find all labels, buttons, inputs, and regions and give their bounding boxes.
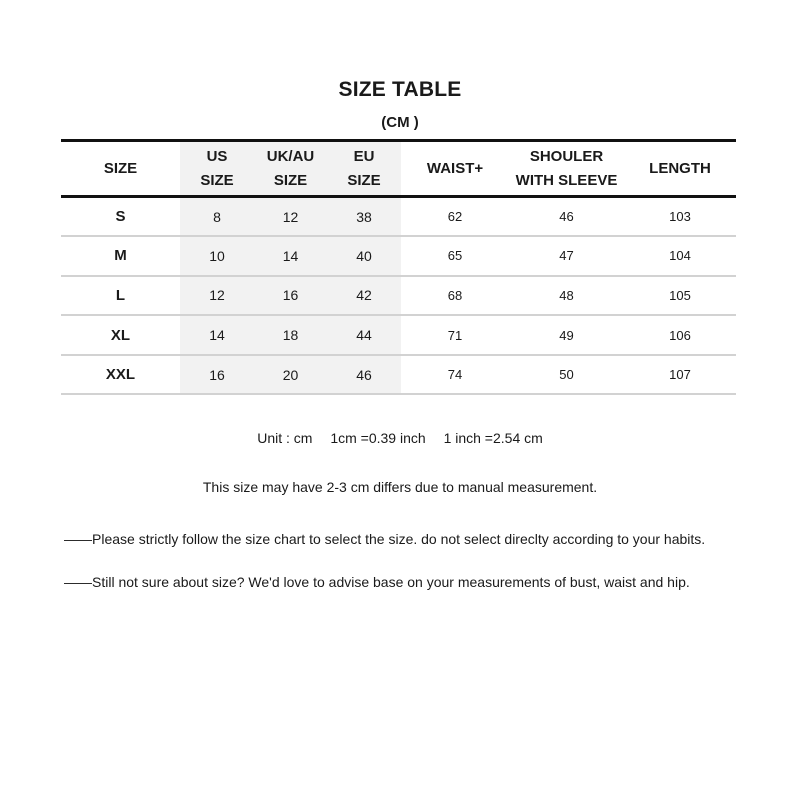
table-header-row — [61, 141, 736, 197]
cell-shoulder: 50 — [509, 355, 624, 395]
header-us-line1: US — [206, 147, 228, 165]
header-waist — [401, 141, 509, 197]
size-table — [61, 139, 736, 395]
measurement-disclaimer: This size may have 2-3 cm differs due to manual measurement. — [202, 479, 598, 495]
cell-eu: 42 — [327, 276, 401, 316]
cell-size: S — [61, 197, 180, 237]
cell-uk: 20 — [254, 355, 327, 395]
cell-us: 14 — [180, 315, 254, 355]
header-uk-line2: SIZE — [273, 171, 308, 189]
unit-label: Unit : cm — [257, 430, 313, 446]
cell-waist: 68 — [401, 276, 509, 316]
cell-eu: 38 — [327, 197, 401, 237]
cell-eu: 44 — [327, 315, 401, 355]
table-row — [61, 315, 736, 355]
cell-us: 12 — [180, 276, 254, 316]
header-us-size — [180, 141, 254, 197]
cell-waist: 65 — [401, 236, 509, 276]
cell-length: 107 — [624, 355, 736, 395]
cell-length: 104 — [624, 236, 736, 276]
header-eu-line2: SIZE — [347, 171, 381, 189]
header-size-label: SIZE — [103, 159, 138, 177]
cell-uk: 14 — [254, 236, 327, 276]
cell-us: 10 — [180, 236, 254, 276]
cell-length: 106 — [624, 315, 736, 355]
table-row — [61, 355, 736, 395]
header-us-line2: SIZE — [200, 171, 234, 189]
cell-uk: 12 — [254, 197, 327, 237]
cell-uk: 18 — [254, 315, 327, 355]
note-size-advice: ——Still not sure about size? We'd love to advise base on your measurements of bust, waist and hip. — [64, 574, 690, 590]
page-title: SIZE TABLE — [338, 78, 462, 101]
cell-shoulder: 48 — [509, 276, 624, 316]
header-waist-label: WAIST+ — [426, 159, 484, 177]
header-eu-size — [327, 141, 401, 197]
unit-subtitle: (CM ) — [381, 114, 419, 131]
header-uk-line1: UK/AU — [266, 147, 315, 165]
cell-size: XL — [61, 315, 180, 355]
cell-size: M — [61, 236, 180, 276]
size-table-container — [61, 139, 736, 395]
cell-uk: 16 — [254, 276, 327, 316]
cell-us: 8 — [180, 197, 254, 237]
cell-size: L — [61, 276, 180, 316]
cell-waist: 71 — [401, 315, 509, 355]
cell-waist: 62 — [401, 197, 509, 237]
header-size — [61, 141, 180, 197]
table-row — [61, 236, 736, 276]
header-shoulder-with-sleeve — [509, 141, 624, 197]
cell-size: XXL — [61, 355, 180, 395]
table-row — [61, 197, 736, 237]
cell-us: 16 — [180, 355, 254, 395]
header-length-label: LENGTH — [649, 159, 711, 177]
cell-shoulder: 46 — [509, 197, 624, 237]
cell-shoulder: 49 — [509, 315, 624, 355]
cell-eu: 40 — [327, 236, 401, 276]
header-length — [624, 141, 736, 197]
cell-eu: 46 — [327, 355, 401, 395]
header-uk-au-size — [254, 141, 327, 197]
header-shoulder-line1: SHOULER — [529, 147, 604, 165]
inch-to-cm: 1 inch =2.54 cm — [443, 430, 543, 446]
header-shoulder-line2: WITH SLEEVE — [515, 171, 618, 189]
cell-shoulder: 47 — [509, 236, 624, 276]
cell-length: 105 — [624, 276, 736, 316]
cell-waist: 74 — [401, 355, 509, 395]
unit-conversion-line — [0, 430, 800, 446]
note-follow-size-chart: ——Please strictly follow the size chart to select the size. do not select direclty according to your habits. — [64, 531, 706, 547]
header-eu-line1: EU — [353, 147, 375, 165]
cm-to-inch: 1cm =0.39 inch — [330, 430, 426, 446]
table-row — [61, 276, 736, 316]
cell-length: 103 — [624, 197, 736, 237]
